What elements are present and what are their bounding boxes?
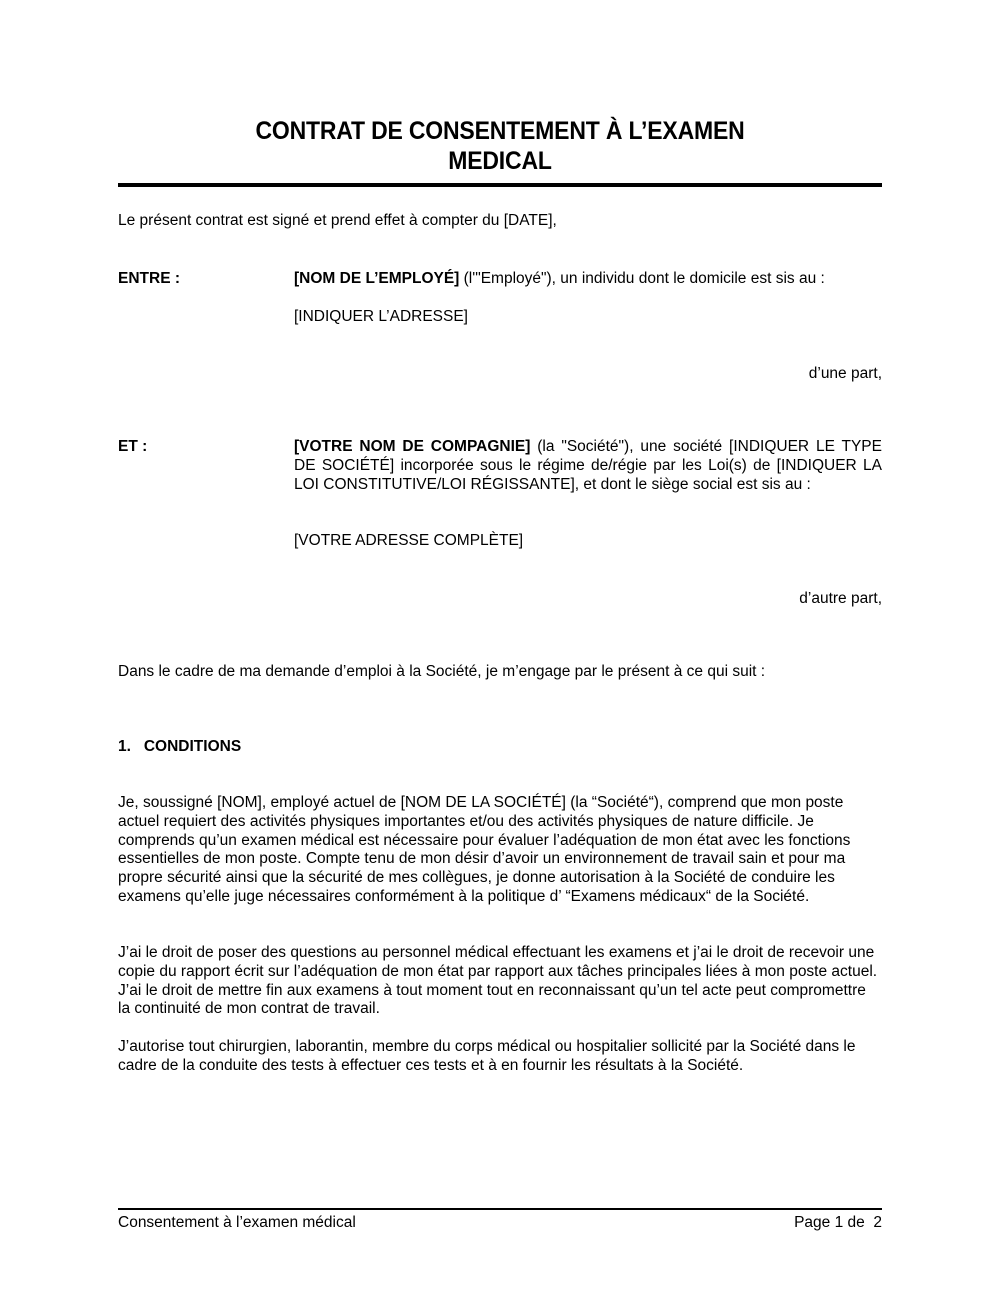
footer-divider — [118, 1208, 882, 1210]
party-1-text: (l'"Employé"), un individu dont le domicile est sis au : — [459, 270, 825, 287]
company-address-placeholder: [VOTRE ADRESSE COMPLÈTE] — [294, 532, 524, 549]
section-1-paragraph-1: Je, soussigné [NOM], employé actuel de [NOM DE LA SOCIÉTÉ] (la “Société“), comprend que mon poste actuel requiert des activités physiques importantes et/ou des activités physiques de nature difficile. Je comprends qu’un examen médical est nécessaire pour évaluer l’adéquation de mon état avec les fonctions essentielles de mon poste. Compte tenu de mon désir d’avoir un environnement de travail sain et pour ma propre sécurité ainsi que la sécurité de mes collègues, je donne autorisation à la Société de conduire les examens qu’elle juge nécessaires conformément à la politique d’ “Examens médicaux“ de la Société. — [118, 794, 851, 905]
party-1-description — [294, 270, 882, 289]
section-1-heading: 1. CONDITIONS — [118, 738, 242, 755]
party-1-label: ENTRE : — [118, 270, 180, 287]
employee-name-placeholder: [NOM DE L’EMPLOYÉ] — [294, 270, 460, 287]
party-2-closing: d’autre part, — [799, 590, 882, 607]
section-1-paragraph-3: J’autorise tout chirurgien, laborantin, membre du corps médical ou hospitalier sollicité par la Société dans le cadre de la conduite des tests à effectuer ces tests et à en fournir les résultats à la Société. — [118, 1038, 856, 1074]
title-divider — [118, 183, 882, 187]
section-1-paragraph-2: J’ai le droit de poser des questions au personnel médical effectuant les examens et j’ai le droit de recevoir une copie du rapport écrit sur l’adéquation de mon état par rapport aux tâches principales liées à mon poste actuel. J’ai le droit de mettre fin aux examens à tout moment tout en reconnaissant qu’un tel acte peut compromettre la continuité de mon contrat de travail. — [118, 944, 878, 1018]
document-title — [149, 116, 852, 176]
preamble-paragraph: Dans le cadre de ma demande d’emploi à la Société, je m’engage par le présent à ce qui suit : — [118, 663, 766, 680]
company-name-placeholder: [VOTRE NOM DE COMPAGNIE] — [294, 438, 531, 455]
party-2-label: ET : — [118, 438, 148, 455]
footer-page-number: Page 1 de 2 — [794, 1214, 882, 1231]
intro-paragraph: Le présent contrat est signé et prend effet à compter du [DATE], — [118, 212, 557, 229]
footer-document-name: Consentement à l’examen médical — [118, 1214, 356, 1231]
party-1-closing: d’une part, — [808, 365, 882, 382]
employee-address-placeholder: [INDIQUER L’ADRESSE] — [294, 308, 468, 325]
title-line-1: CONTRAT DE CONSENTEMENT À L’EXAMEN — [255, 117, 745, 145]
title-line-2: MEDICAL — [448, 147, 552, 175]
party-2-text: (la "Société"), une société [INDIQUER LE TYPE DE SOCIÉTÉ] incorporée sous le régime de/régie par les Loi(s) de [INDIQUER LA LOI CONSTITUTIVE/LOI RÉGISSANTE], et dont le siège social est sis au : — [294, 438, 882, 493]
party-2-description — [294, 438, 882, 494]
